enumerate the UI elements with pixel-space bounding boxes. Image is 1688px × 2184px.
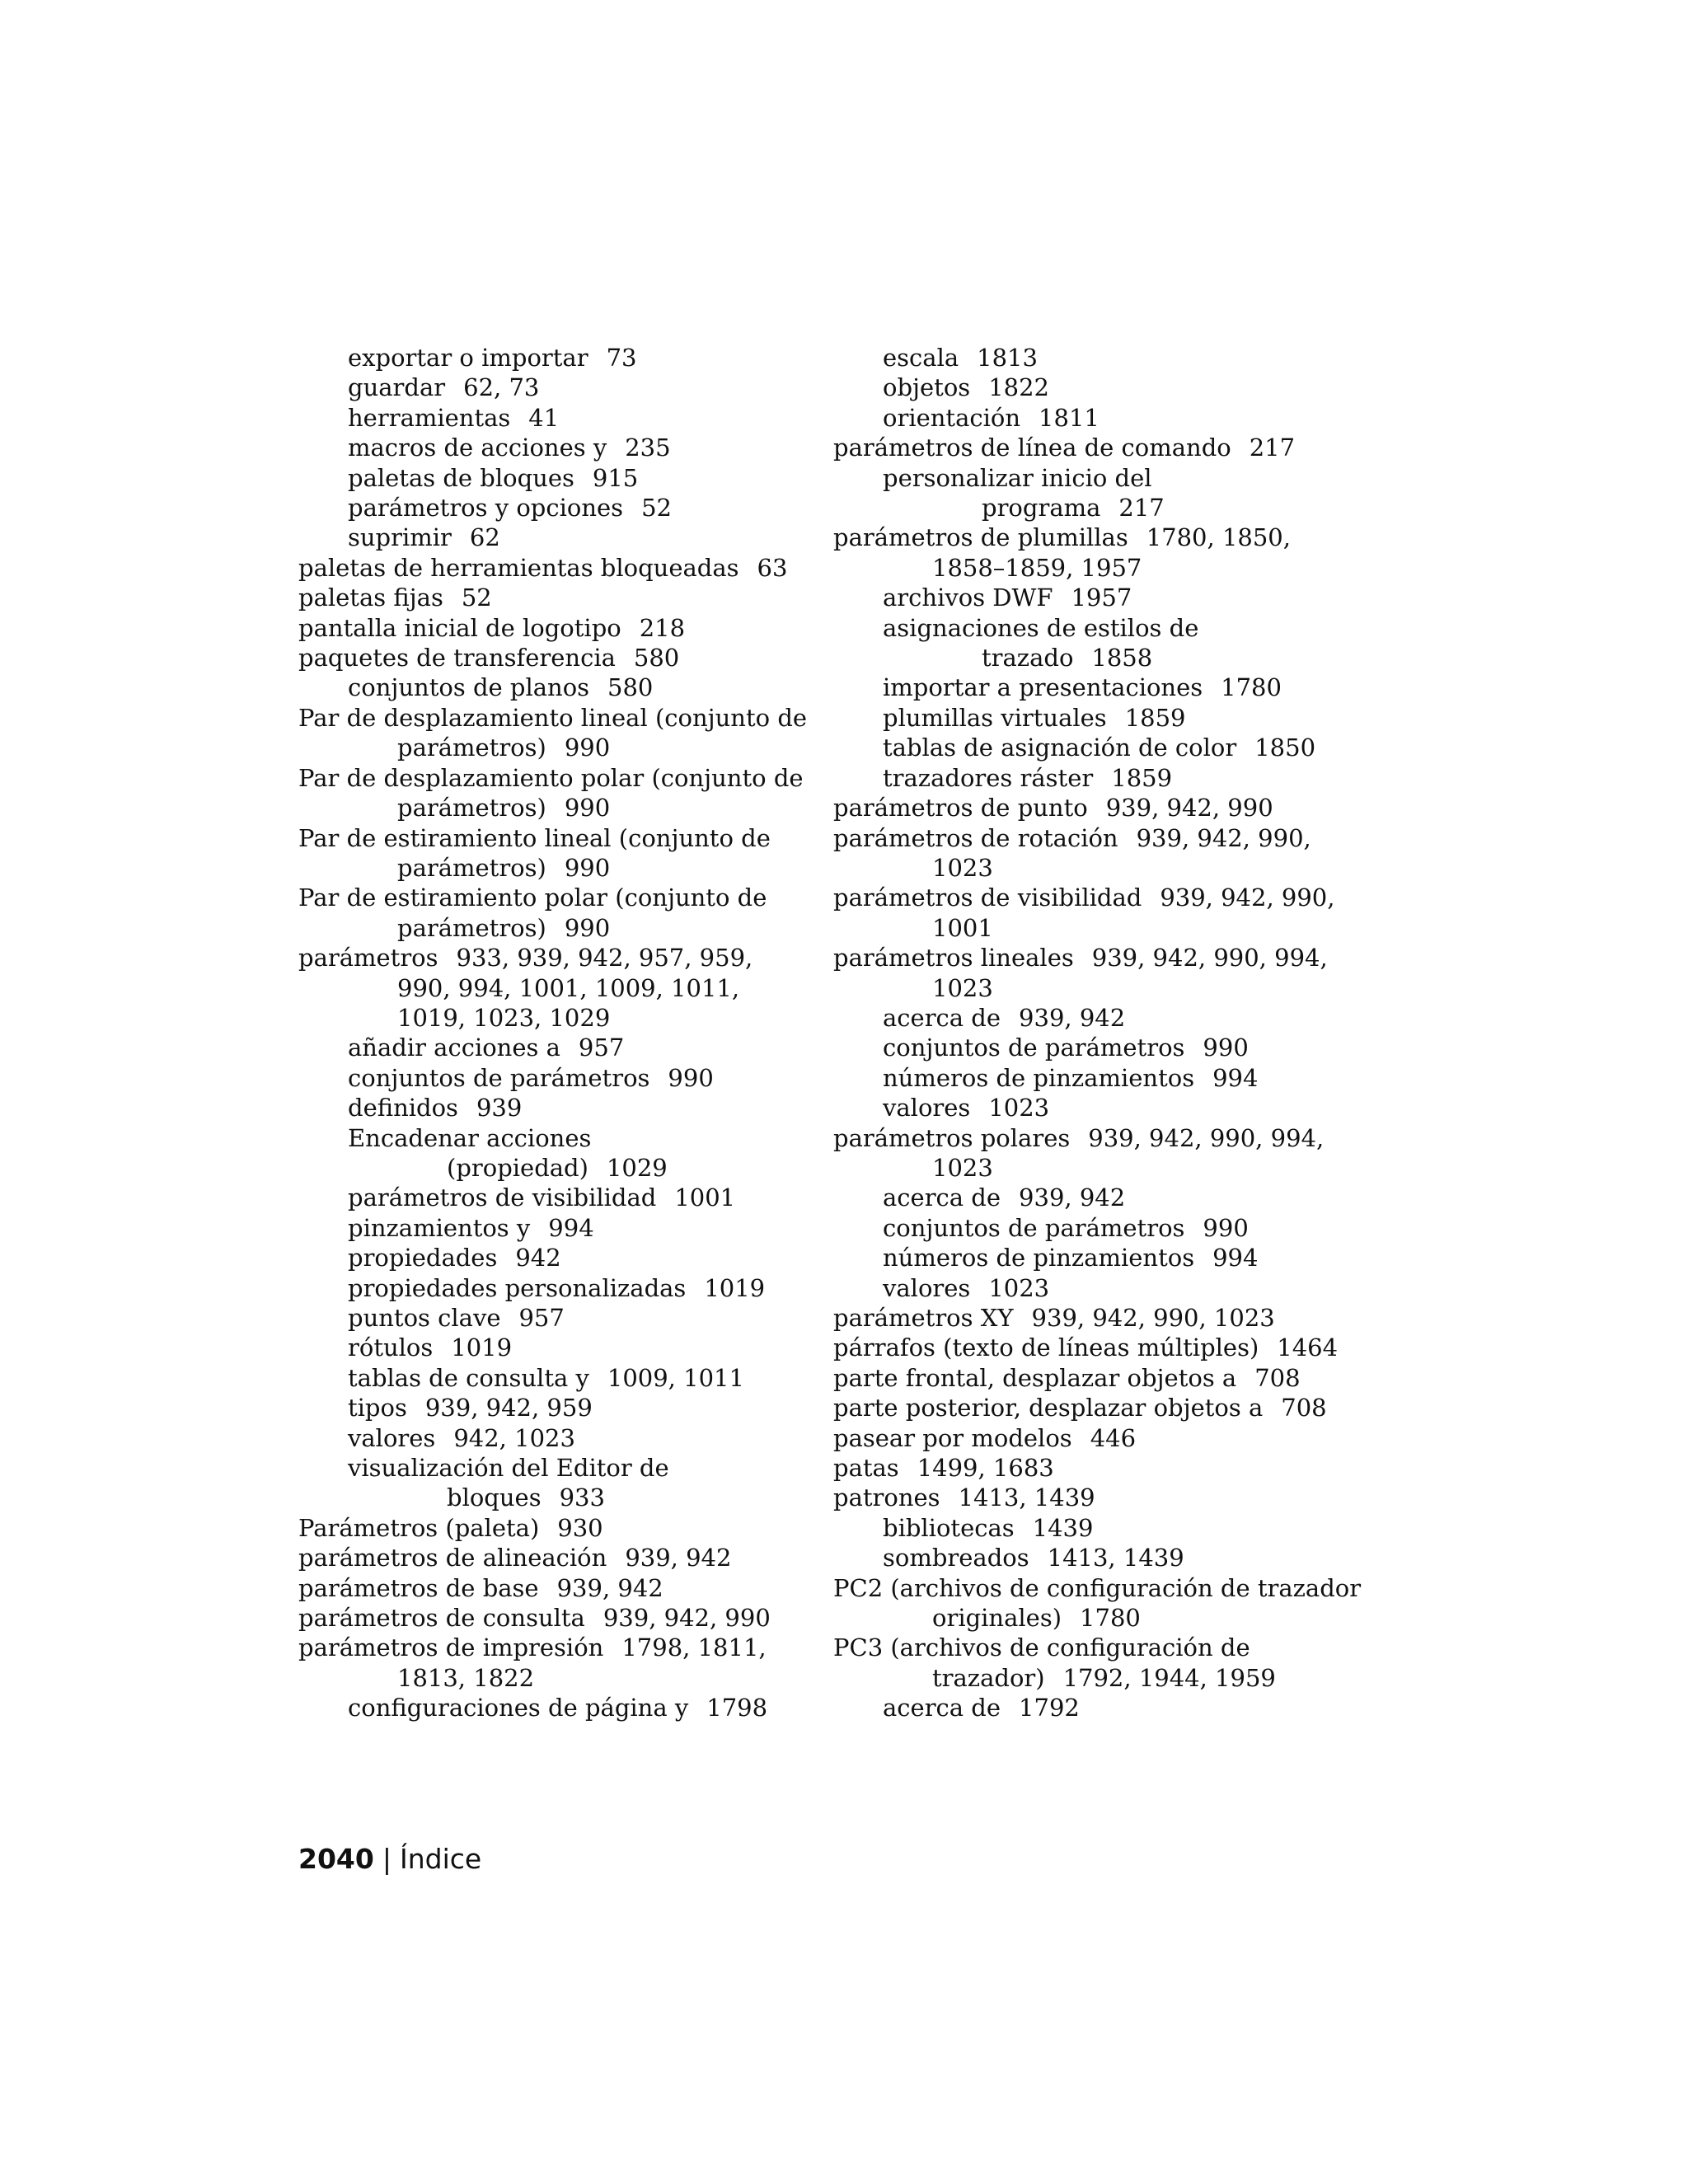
- index-term: parámetros de consulta: [298, 1604, 585, 1633]
- index-page-refs: 915: [592, 463, 639, 492]
- index-page-refs: 1413, 1439: [958, 1483, 1095, 1512]
- index-entry: [833, 613, 1369, 643]
- index-term: valores: [883, 1273, 971, 1302]
- index-term: originales): [932, 1604, 1062, 1633]
- index-entry: [833, 733, 1369, 762]
- index-page-refs: 1413, 1439: [1047, 1544, 1184, 1572]
- index-page-refs: 1439: [1032, 1513, 1094, 1542]
- index-page-refs: 990: [564, 913, 611, 942]
- index-term: conjuntos de planos: [348, 673, 590, 702]
- index-page-refs: 708: [1254, 1363, 1301, 1392]
- index-term: números de pinzamientos: [883, 1244, 1195, 1272]
- index-entry: [298, 1123, 834, 1153]
- index-term: parámetros): [397, 853, 546, 882]
- index-term: asignaciones de estilos de: [883, 613, 1199, 642]
- index-entry: [833, 1063, 1369, 1093]
- index-page-refs: 218: [639, 613, 686, 642]
- index-term: parámetros de plumillas: [833, 523, 1128, 552]
- index-page-refs: 939, 942, 990, 994,: [1091, 944, 1328, 972]
- index-entry: [833, 1243, 1369, 1272]
- index-entry-continuation: [833, 1153, 1369, 1183]
- index-term: puntos clave: [348, 1304, 501, 1332]
- index-entry-continuation: [298, 1003, 834, 1033]
- index-entry: [833, 1303, 1369, 1333]
- index-page-refs: 930: [557, 1513, 603, 1542]
- index-column-left: [298, 343, 834, 1723]
- index-page-refs: 990: [1203, 1213, 1249, 1242]
- index-entry: [298, 523, 834, 552]
- index-entry-continuation: [833, 493, 1369, 523]
- index-term: valores: [348, 1423, 436, 1452]
- index-term: PC2 (archivos de configuración de trazador: [833, 1573, 1362, 1602]
- index-entry: [833, 1333, 1369, 1362]
- index-page-refs: 73: [606, 344, 637, 372]
- index-term: archivos DWF: [883, 583, 1053, 612]
- index-term: parámetros polares: [833, 1123, 1071, 1152]
- index-page-refs: 1019: [451, 1333, 513, 1362]
- index-term: añadir acciones a: [348, 1033, 560, 1062]
- index-entry: [298, 763, 834, 793]
- index-term: rótulos: [348, 1333, 434, 1362]
- index-entry: [833, 1033, 1369, 1062]
- index-term: Par de desplazamiento lineal (conjunto de: [298, 703, 808, 732]
- index-page-refs: 939, 942, 990, 1023: [1031, 1304, 1275, 1332]
- index-term: macros de acciones y: [348, 434, 607, 462]
- index-entry: [298, 1693, 834, 1722]
- index-term: tablas de consulta y: [348, 1363, 589, 1392]
- index-page-refs: 580: [607, 673, 654, 702]
- index-term: parámetros de punto: [833, 794, 1088, 823]
- index-entry: [298, 583, 834, 612]
- index-term: pantalla inicial de logotipo: [298, 613, 621, 642]
- index-term: exportar o importar: [348, 344, 588, 372]
- index-entry: [833, 1123, 1369, 1153]
- section-title: Índice: [399, 1843, 482, 1875]
- index-entry: [833, 1633, 1369, 1662]
- index-page-refs: 957: [578, 1033, 625, 1062]
- index-entry-continuation: [298, 1663, 834, 1693]
- index-entry: [298, 1573, 834, 1603]
- index-entry: [833, 433, 1369, 462]
- index-entry: [833, 1543, 1369, 1572]
- index-page-refs: 939, 942: [1019, 1183, 1126, 1212]
- index-term: pinzamientos y: [348, 1213, 531, 1242]
- index-entry: [298, 493, 834, 523]
- index-page-refs: 1798: [706, 1694, 768, 1722]
- index-entry: [298, 1333, 834, 1362]
- index-page-refs: 1858–1859, 1957: [932, 553, 1142, 582]
- index-entry: [833, 463, 1369, 493]
- index-entry: [298, 1453, 834, 1483]
- index-page-refs: 939, 942: [1019, 1003, 1126, 1032]
- index-term: Par de desplazamiento polar (conjunto de: [298, 763, 804, 792]
- index-entry: [298, 883, 834, 912]
- index-page-refs: 933, 939, 942, 957, 959,: [456, 944, 753, 972]
- index-page-refs: 1001: [674, 1183, 736, 1212]
- index-page-refs: 939, 942, 990, 994,: [1088, 1123, 1325, 1152]
- index-page-refs: 1023: [932, 1153, 993, 1182]
- index-term: parámetros de visibilidad: [833, 883, 1142, 912]
- index-entry: [833, 403, 1369, 433]
- page-number: 2040: [298, 1843, 374, 1875]
- index-term: herramientas: [348, 403, 511, 432]
- index-page-refs: 1957: [1071, 583, 1132, 612]
- index-entry: [833, 1213, 1369, 1243]
- index-entry: [298, 343, 834, 373]
- index-entry: [833, 1453, 1369, 1483]
- index-entry-continuation: [298, 853, 834, 883]
- index-entry: [298, 1513, 834, 1543]
- index-entry: [833, 1273, 1369, 1303]
- index-page-refs: 942, 1023: [453, 1423, 575, 1452]
- index-term: trazador): [932, 1663, 1045, 1692]
- index-page-refs: 1792, 1944, 1959: [1062, 1663, 1276, 1692]
- index-page-refs: 933: [559, 1483, 605, 1512]
- index-page-refs: 939, 942, 990,: [1136, 823, 1311, 852]
- index-entry: [833, 703, 1369, 733]
- index-term: parámetros de base: [298, 1573, 539, 1602]
- index-entry: [833, 523, 1369, 552]
- index-term: paquetes de transferencia: [298, 644, 616, 673]
- index-page-refs: 1780: [1080, 1604, 1141, 1633]
- index-entry: [833, 1093, 1369, 1122]
- index-page-refs: 1813, 1822: [397, 1663, 535, 1692]
- index-page-refs: 1023: [932, 853, 993, 882]
- index-page-refs: 1850: [1254, 733, 1316, 762]
- page-footer: [298, 1843, 481, 1876]
- index-term: patrones: [833, 1483, 940, 1512]
- index-entry: [298, 553, 834, 583]
- index-term: conjuntos de parámetros: [883, 1033, 1185, 1062]
- index-entry: [298, 1183, 834, 1212]
- index-page-refs: 41: [528, 403, 560, 432]
- index-page-refs: 990: [1203, 1033, 1249, 1062]
- index-entry-continuation: [833, 1603, 1369, 1633]
- index-term: sombreados: [883, 1544, 1029, 1572]
- index-entry-continuation: [298, 1153, 834, 1183]
- index-entry: [298, 433, 834, 462]
- index-term: acerca de: [883, 1183, 1001, 1212]
- index-page-refs: 994: [1212, 1244, 1259, 1272]
- index-entry: [298, 1273, 834, 1303]
- index-term: tipos: [348, 1394, 407, 1422]
- index-page-refs: 1023: [988, 1094, 1050, 1122]
- index-page-refs: 990: [564, 794, 611, 823]
- index-entry: [298, 1363, 834, 1393]
- index-term: paletas fijas: [298, 583, 443, 612]
- index-term: visualización del Editor de: [348, 1454, 669, 1483]
- index-page-refs: 62: [469, 523, 500, 552]
- index-term: suprimir: [348, 523, 452, 552]
- index-entry: [298, 403, 834, 433]
- index-page-refs: 939, 942: [625, 1544, 732, 1572]
- index-term: personalizar inicio del: [883, 463, 1152, 492]
- index-entry: [298, 613, 834, 643]
- index-page-refs: 1499, 1683: [917, 1454, 1054, 1483]
- index-term: (propiedad): [447, 1153, 588, 1182]
- index-page-refs: 580: [633, 644, 680, 673]
- index-entry: [833, 793, 1369, 823]
- index-page-refs: 1859: [1111, 763, 1173, 792]
- index-term: acerca de: [883, 1003, 1001, 1032]
- index-entry: [298, 643, 834, 673]
- index-entry: [298, 373, 834, 402]
- index-page-refs: 52: [641, 494, 672, 523]
- index-entry: [833, 1513, 1369, 1543]
- index-entry: [833, 343, 1369, 373]
- index-page-refs: 1023: [988, 1273, 1050, 1302]
- index-term: Parámetros (paleta): [298, 1513, 540, 1542]
- index-page-refs: 1811: [1039, 403, 1100, 432]
- index-term: Par de estiramiento lineal (conjunto de: [298, 823, 771, 852]
- index-term: plumillas virtuales: [883, 703, 1107, 732]
- index-entry-continuation: [298, 793, 834, 823]
- index-term: paletas de bloques: [348, 463, 574, 492]
- index-term: importar a presentaciones: [883, 673, 1203, 702]
- index-page-refs: 957: [518, 1304, 565, 1332]
- index-page-refs: 994: [548, 1213, 594, 1242]
- index-term: guardar: [348, 373, 446, 402]
- index-page-refs: 1029: [606, 1153, 668, 1182]
- index-term: Par de estiramiento polar (conjunto de: [298, 883, 767, 912]
- index-entry: [298, 463, 834, 493]
- index-term: trazado: [982, 644, 1074, 673]
- index-entry-continuation: [833, 913, 1369, 943]
- index-page-refs: 939, 942, 990,: [1160, 883, 1335, 912]
- index-page-refs: 990, 994, 1001, 1009, 1011,: [397, 973, 740, 1002]
- index-entry-continuation: [298, 973, 834, 1003]
- index-term: párrafos (texto de líneas múltiples): [833, 1333, 1259, 1362]
- index-page-refs: 1464: [1277, 1333, 1339, 1362]
- index-page-refs: 235: [625, 434, 671, 462]
- index-entry: [298, 703, 834, 733]
- index-entry-continuation: [833, 853, 1369, 883]
- index-entry: [833, 883, 1369, 912]
- index-page-refs: 1859: [1124, 703, 1186, 732]
- index-entry: [298, 1633, 834, 1662]
- index-page-refs: 1780, 1850,: [1146, 523, 1291, 552]
- index-entry: [833, 1393, 1369, 1422]
- index-term: parámetros): [397, 733, 546, 762]
- index-term: programa: [982, 494, 1101, 523]
- index-page-refs: 446: [1090, 1423, 1137, 1452]
- index-page-refs: 62, 73: [463, 373, 540, 402]
- index-entry: [833, 943, 1369, 972]
- index-entry: [833, 1483, 1369, 1512]
- index-entry: [833, 583, 1369, 612]
- index-term: parámetros y opciones: [348, 494, 624, 523]
- index-term: parámetros XY: [833, 1304, 1014, 1332]
- index-page-refs: 1792: [1019, 1694, 1080, 1722]
- index-entry: [298, 1303, 834, 1333]
- index-entry: [833, 1423, 1369, 1453]
- index-page-refs: 942: [515, 1244, 561, 1272]
- index-term: pasear por modelos: [833, 1423, 1072, 1452]
- index-entry-continuation: [298, 733, 834, 762]
- index-term: orientación: [883, 403, 1021, 432]
- index-term: parámetros): [397, 913, 546, 942]
- index-term: parámetros de línea de comando: [833, 434, 1231, 462]
- index-page-refs: 1822: [988, 373, 1049, 402]
- index-term: parámetros lineales: [833, 944, 1074, 972]
- index-entry: [833, 1693, 1369, 1722]
- index-page-refs: 1023: [932, 973, 993, 1002]
- index-entry-continuation: [833, 553, 1369, 583]
- index-term: números de pinzamientos: [883, 1063, 1195, 1092]
- index-entry: [298, 823, 834, 853]
- index-entry: [833, 1003, 1369, 1033]
- index-term: parte frontal, desplazar objetos a: [833, 1363, 1237, 1392]
- index-entry-continuation: [833, 643, 1369, 673]
- index-term: parámetros de visibilidad: [348, 1183, 657, 1212]
- index-term: bibliotecas: [883, 1513, 1015, 1542]
- index-term: parámetros de alineación: [298, 1544, 607, 1572]
- index-term: acerca de: [883, 1694, 1001, 1722]
- index-entry: [298, 1063, 834, 1093]
- index-entry: [298, 1243, 834, 1272]
- index-term: parámetros: [298, 944, 438, 972]
- index-page-refs: 990: [668, 1063, 714, 1092]
- index-term: parte posterior, desplazar objetos a: [833, 1394, 1264, 1422]
- index-column-right: [833, 343, 1369, 1723]
- index-term: propiedades personalizadas: [348, 1273, 687, 1302]
- index-entry: [298, 1213, 834, 1243]
- index-page-refs: 217: [1249, 434, 1296, 462]
- index-term: parámetros de impresión: [298, 1633, 604, 1662]
- index-term: propiedades: [348, 1244, 498, 1272]
- index-entry: [298, 1393, 834, 1422]
- index-page-refs: 217: [1118, 494, 1165, 523]
- index-term: paletas de herramientas bloqueadas: [298, 553, 739, 582]
- index-page-refs: 939, 942: [556, 1573, 663, 1602]
- index-term: objetos: [883, 373, 971, 402]
- index-term: bloques: [447, 1483, 542, 1512]
- index-entry: [833, 823, 1369, 853]
- index-entry-continuation: [833, 973, 1369, 1003]
- index-term: escala: [883, 344, 959, 372]
- index-term: definidos: [348, 1094, 458, 1122]
- index-page-refs: 1780: [1221, 673, 1282, 702]
- index-entry: [833, 673, 1369, 702]
- index-page-refs: 939, 942, 959: [424, 1394, 593, 1422]
- index-term: Encadenar acciones: [348, 1123, 592, 1152]
- index-term: conjuntos de parámetros: [883, 1213, 1185, 1242]
- index-term: parámetros): [397, 794, 546, 823]
- index-page-refs: 1813: [977, 344, 1038, 372]
- footer-separator: |: [382, 1843, 392, 1875]
- index-entry: [298, 1543, 834, 1572]
- index-entry: [298, 1423, 834, 1453]
- index-entry-continuation: [298, 1483, 834, 1512]
- index-page-refs: 1798, 1811,: [621, 1633, 767, 1662]
- index-term: trazadores ráster: [883, 763, 1094, 792]
- index-term: patas: [833, 1454, 899, 1483]
- index-entry: [833, 373, 1369, 402]
- index-page-refs: 1019: [704, 1273, 766, 1302]
- index-entry-continuation: [833, 1663, 1369, 1693]
- index-entry: [833, 763, 1369, 793]
- index-term: parámetros de rotación: [833, 823, 1118, 852]
- index-term: PC3 (archivos de configuración de: [833, 1633, 1250, 1662]
- index-entry: [298, 673, 834, 702]
- index-entry: [833, 1573, 1369, 1603]
- index-page-refs: 994: [1212, 1063, 1259, 1092]
- index-entry: [298, 943, 834, 972]
- index-page-refs: 1009, 1011: [607, 1363, 744, 1392]
- index-page-refs: 990: [564, 733, 611, 762]
- index-entry: [833, 1363, 1369, 1393]
- index-page-refs: 939: [476, 1094, 523, 1122]
- index-term: configuraciones de página y: [348, 1694, 689, 1722]
- index-entry: [833, 1183, 1369, 1212]
- index-entry-continuation: [298, 913, 834, 943]
- index-page-refs: 1858: [1091, 644, 1153, 673]
- index-page-refs: 939, 942, 990: [603, 1604, 771, 1633]
- index-page-refs: 1001: [932, 913, 993, 942]
- index-term: tablas de asignación de color: [883, 733, 1237, 762]
- index-page-refs: 939, 942, 990: [1105, 794, 1273, 823]
- index-entry: [298, 1603, 834, 1633]
- index-term: conjuntos de parámetros: [348, 1063, 650, 1092]
- index-entry: [298, 1093, 834, 1122]
- index-page-refs: 63: [757, 553, 788, 582]
- index-page-refs: 1019, 1023, 1029: [397, 1003, 611, 1032]
- index-page-refs: 52: [461, 583, 492, 612]
- index-term: valores: [883, 1094, 971, 1122]
- index-page-refs: 990: [564, 853, 611, 882]
- index-page-refs: 708: [1281, 1394, 1327, 1422]
- index-entry: [298, 1033, 834, 1062]
